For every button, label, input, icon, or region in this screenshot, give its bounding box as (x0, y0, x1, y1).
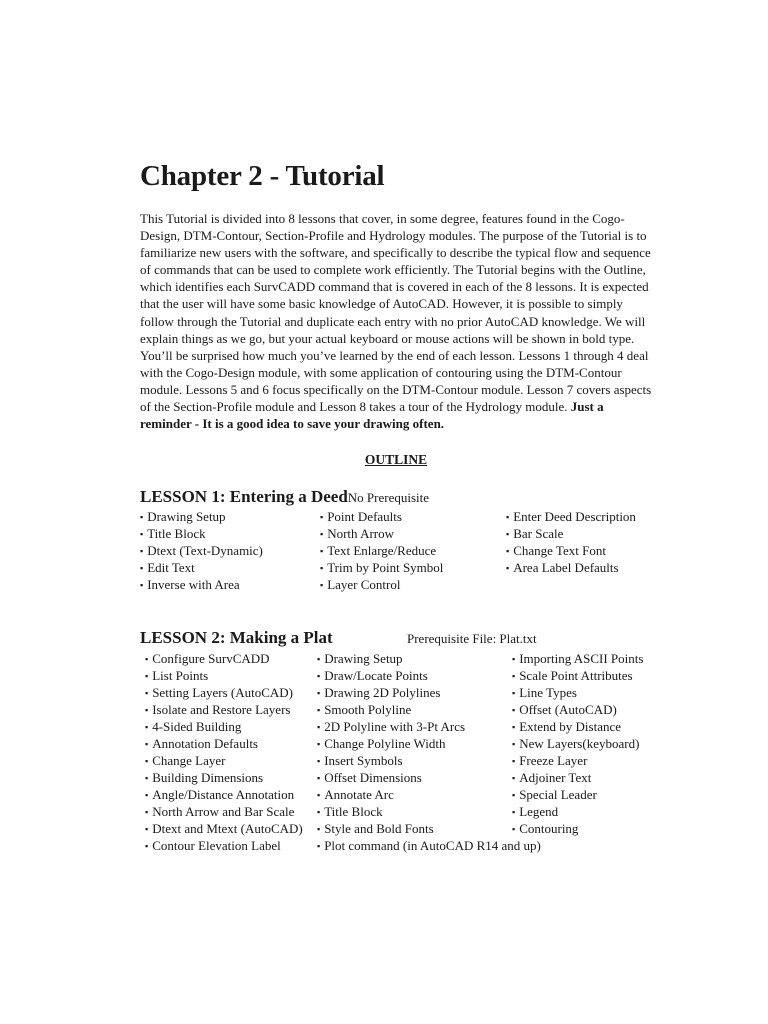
list-item: ▪ Offset Dimensions (317, 769, 541, 786)
list-item: ▪ 2D Polyline with 3-Pt Arcs (317, 718, 541, 735)
lesson1-column-2 (320, 508, 443, 593)
list-item: ▪ Angle/Distance Annotation (145, 786, 303, 803)
list-item: ▪ Title Block (140, 525, 263, 542)
list-item: ▪ Drawing Setup (317, 650, 541, 667)
lesson1-column-1 (140, 508, 263, 593)
list-item: ▪ Scale Point Attributes (512, 667, 643, 684)
list-item: ▪ Dtext (Text-Dynamic) (140, 542, 263, 559)
intro-paragraph (140, 210, 652, 432)
list-item: ▪ 4-Sided Building (145, 718, 303, 735)
list-item: ▪ Layer Control (320, 576, 443, 593)
list-item: ▪ Trim by Point Symbol (320, 559, 443, 576)
list-item: ▪ Title Block (317, 803, 541, 820)
list-item: ▪ Adjoiner Text (512, 769, 643, 786)
list-item: ▪ Line Types (512, 684, 643, 701)
lesson2-title: LESSON 2: Making a Plat (140, 628, 333, 647)
list-item: ▪ Contouring (512, 820, 643, 837)
list-item: ▪ Smooth Polyline (317, 701, 541, 718)
list-item: ▪ Enter Deed Description (506, 508, 636, 525)
intro-bold-reminder: Just a reminder - It is a good idea to save your drawing often. (140, 399, 604, 432)
list-item: ▪ Dtext and Mtext (AutoCAD) (145, 820, 303, 837)
list-item: ▪ Offset (AutoCAD) (512, 701, 643, 718)
list-item: ▪ Draw/Locate Points (317, 667, 541, 684)
list-item: ▪ Building Dimensions (145, 769, 303, 786)
list-item: ▪ Drawing Setup (140, 508, 263, 525)
list-item: ▪ Text Enlarge/Reduce (320, 542, 443, 559)
list-item: ▪ North Arrow (320, 525, 443, 542)
list-item: ▪ Special Leader (512, 786, 643, 803)
list-item: ▪ Annotate Arc (317, 786, 541, 803)
list-item: ▪ Bar Scale (506, 525, 636, 542)
lesson1-column-3 (506, 508, 636, 576)
list-item: ▪ Plot command (in AutoCAD R14 and up) (317, 837, 541, 854)
list-item: ▪ Extend by Distance (512, 718, 643, 735)
list-item: ▪ Drawing 2D Polylines (317, 684, 541, 701)
list-item: ▪ Importing ASCII Points (512, 650, 643, 667)
lesson2-column-3 (512, 650, 643, 837)
list-item: ▪ Isolate and Restore Layers (145, 701, 303, 718)
chapter-title: Chapter 2 - Tutorial (140, 160, 385, 192)
list-item: ▪ New Layers(keyboard) (512, 735, 643, 752)
list-item: ▪ Freeze Layer (512, 752, 643, 769)
lesson1-heading (140, 487, 429, 507)
lesson1-prerequisite: No Prerequisite (347, 490, 430, 505)
lesson2-column-2 (317, 650, 541, 854)
list-item: ▪ Configure SurvCADD (145, 650, 303, 667)
list-item: ▪ Change Text Font (506, 542, 636, 559)
list-item: ▪ North Arrow and Bar Scale (145, 803, 303, 820)
lesson2-prerequisite: Prerequisite File: Plat.txt (407, 631, 537, 646)
list-item: ▪ Edit Text (140, 559, 263, 576)
lesson1-title: LESSON 1: Entering a Deed (140, 487, 348, 506)
list-item: ▪ Point Defaults (320, 508, 443, 525)
list-item: ▪ Legend (512, 803, 643, 820)
intro-text: This Tutorial is divided into 8 lessons that cover, in some degree, features found in the Cogo-Design, DTM-Contour, Section-Profile and Hydrology modules. The purpose of the Tutorial is to familiarize new users with the software, and specifically to describe the typical flow and sequence of commands that can be used to complete work efficiently. The Tutorial begins with the Outline, which identifies each SurvCADD command that is covered in each of the 8 lessons. It is expected that the user will have some basic knowledge of AutoCAD. However, it is possible to simply follow through the Tutorial and duplicate each entry with no prior AutoCAD knowledge. We will explain things as we go, but your actual keyboard or mouse actions will be shown in bold type. You’ll be surprised how much you’ve learned by the end of each lesson. Lessons 1 through 4 deal with the Cogo-Design module, with some application of contouring using the DTM-Contour module. Lessons 5 and 6 focus specifically on the DTM-Contour module. Lesson 7 covers aspects of the Section-Profile module and Lesson 8 takes a tour of the Hydrology module. (140, 211, 652, 415)
lesson2-column-1 (145, 650, 303, 854)
list-item: ▪ Change Layer (145, 752, 303, 769)
list-item: ▪ Area Label Defaults (506, 559, 636, 576)
list-item: ▪ Style and Bold Fonts (317, 820, 541, 837)
list-item: ▪ Setting Layers (AutoCAD) (145, 684, 303, 701)
list-item: ▪ Insert Symbols (317, 752, 541, 769)
list-item: ▪ List Points (145, 667, 303, 684)
list-item: ▪ Annotation Defaults (145, 735, 303, 752)
list-item: ▪ Contour Elevation Label (145, 837, 303, 854)
outline-heading: OUTLINE (364, 452, 428, 467)
list-item: ▪ Change Polyline Width (317, 735, 541, 752)
list-item: ▪ Inverse with Area (140, 576, 263, 593)
